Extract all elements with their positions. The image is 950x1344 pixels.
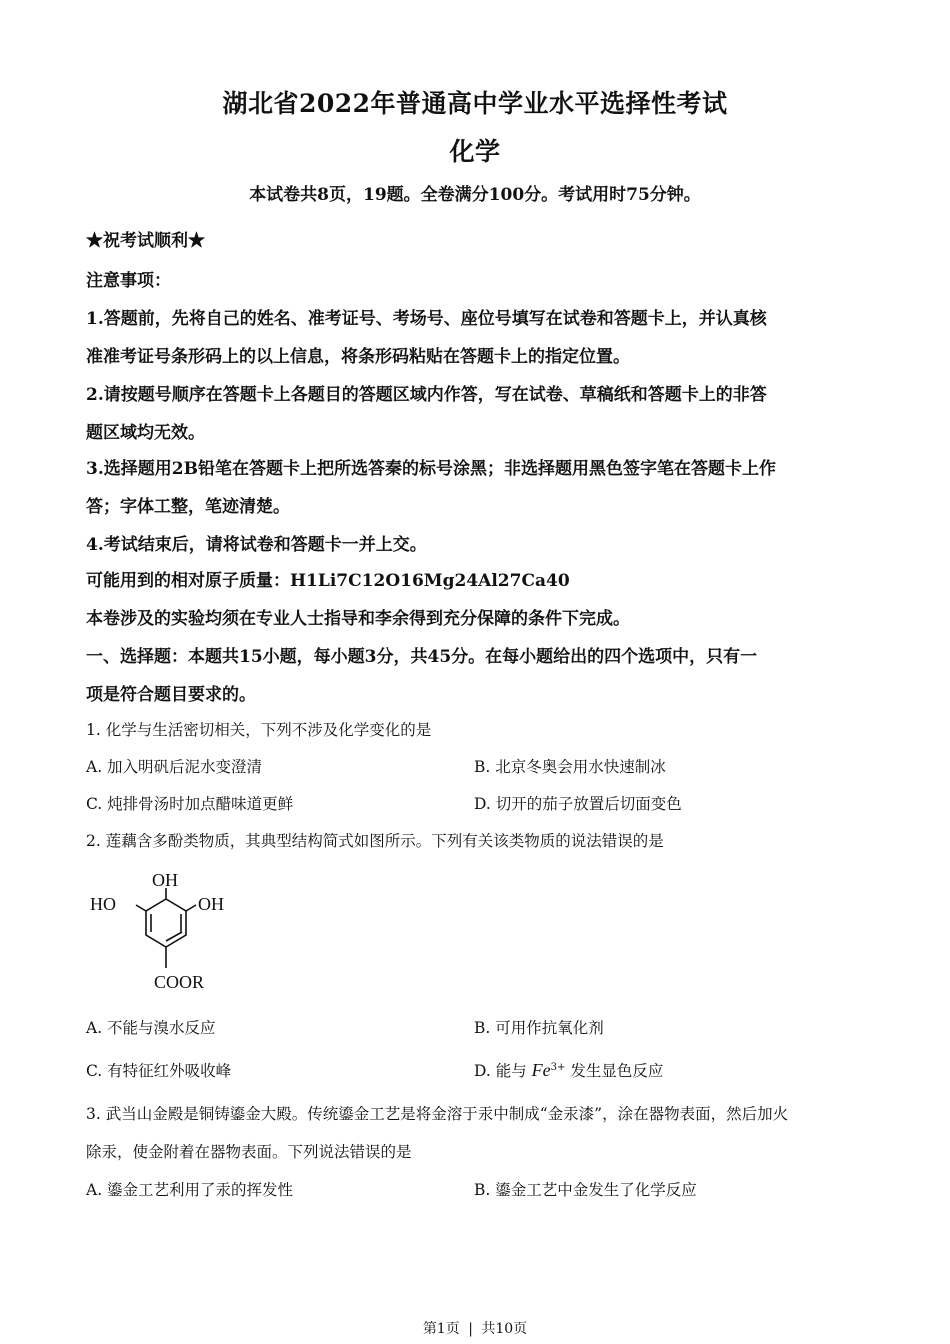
atomic-masses: 可能用到的相对原子质量：H1Li7C12O16Mg24Al27Ca40 xyxy=(86,571,570,591)
q3-option-a: A. 鎏金工艺利用了汞的挥发性 xyxy=(86,1181,294,1199)
note-3-line-1: 3.选择题用2B铅笔在答题卡上把所选答秦的标号涂黑；非选择题用黑色签字笔在答题卡上作 xyxy=(86,459,776,479)
notes-heading: 注意事项： xyxy=(86,271,171,291)
q3-option-b: B. 鎏金工艺中金发生了化学反应 xyxy=(474,1181,697,1199)
note-1-line-1: 1.答题前，先将自己的姓名、准考证号、考场号、座位号填写在试卷和答题卡上，并认真核 xyxy=(86,309,767,329)
note-2-line-2: 题区域均无效。 xyxy=(86,423,205,443)
note-1-line-2: 准准考证号条形码上的以上信息，将条形码粘贴在答题卡上的指定位置。 xyxy=(86,347,630,367)
q2-option-b: B. 可用作抗氧化剂 xyxy=(474,1019,604,1037)
fe-charge: 3+ xyxy=(550,1061,566,1073)
ho-left-label: HO xyxy=(90,894,116,914)
good-luck-line: ★祝考试顺利★ xyxy=(86,231,205,251)
section-heading-line-1: 一、选择题：本题共15小题，每小题3分，共45分。在每小题给出的四个选项中，只有一 xyxy=(86,647,758,667)
note-3-line-2: 答；字体工整，笔迹清楚。 xyxy=(86,497,290,517)
q2-option-d xyxy=(474,1059,663,1081)
section-heading-line-2: 项是符合题目要求的。 xyxy=(86,685,256,705)
q2-option-a: A. 不能与溴水反应 xyxy=(86,1019,216,1037)
footer-separator: | xyxy=(468,1321,473,1337)
oh-top-label: OH xyxy=(152,870,178,890)
q2-option-c: C. 有特征红外吸收峰 xyxy=(86,1062,232,1080)
safety-note: 本卷涉及的实验均须在专业人士指导和李余得到充分保障的条件下完成。 xyxy=(86,609,630,629)
exam-info: 本试卷共8页，19题。全卷满分100分。考试用时75分钟。 xyxy=(249,185,701,205)
oh-right-label: OH xyxy=(198,894,224,914)
fe-symbol: Fe xyxy=(531,1060,551,1080)
note-4: 4.考试结束后，请将试卷和答题卡一并上交。 xyxy=(86,535,427,555)
exam-title: 湖北省2022年普通高中学业水平选择性考试 xyxy=(222,89,728,118)
page-total: 共10页 xyxy=(481,1321,528,1337)
q2-option-d-suffix: 发生显色反应 xyxy=(565,1062,664,1080)
question-1-stem: 1. 化学与生活密切相关，下列不涉及化学变化的是 xyxy=(86,721,432,739)
coor-label: COOR xyxy=(154,972,205,992)
subject-title: 化学 xyxy=(449,137,501,166)
q1-option-d: D. 切开的茄子放置后切面变色 xyxy=(474,795,682,813)
q1-option-b: B. 北京冬奥会用水快速制冰 xyxy=(474,758,666,776)
page-number: 第1页 xyxy=(422,1321,460,1337)
page-footer xyxy=(0,1318,950,1338)
note-2-line-1: 2.请按题号顺序在答题卡上各题目的答题区域内作答，写在试卷、草稿纸和答题卡上的非答 xyxy=(86,385,767,405)
q1-option-c: C. 炖排骨汤时加点醋味道更鲜 xyxy=(86,795,294,813)
question-3-stem-line-1: 3. 武当山金殿是铜铸鎏金大殿。传统鎏金工艺是将金溶于汞中制成“金汞漆”，涂在器物表面，然后加火 xyxy=(86,1105,789,1123)
q2-option-d-prefix: D. 能与 xyxy=(474,1062,527,1080)
question-3-stem-line-2: 除汞，使金附着在器物表面。下列说法错误的是 xyxy=(86,1143,412,1161)
question-2-stem: 2. 莲藕含多酚类物质，其典型结构简式如图所示。下列有关该类物质的说法错误的是 xyxy=(86,832,664,850)
gallate-structure-diagram xyxy=(86,864,256,998)
q1-option-a: A. 加入明矾后泥水变澄清 xyxy=(86,758,263,776)
